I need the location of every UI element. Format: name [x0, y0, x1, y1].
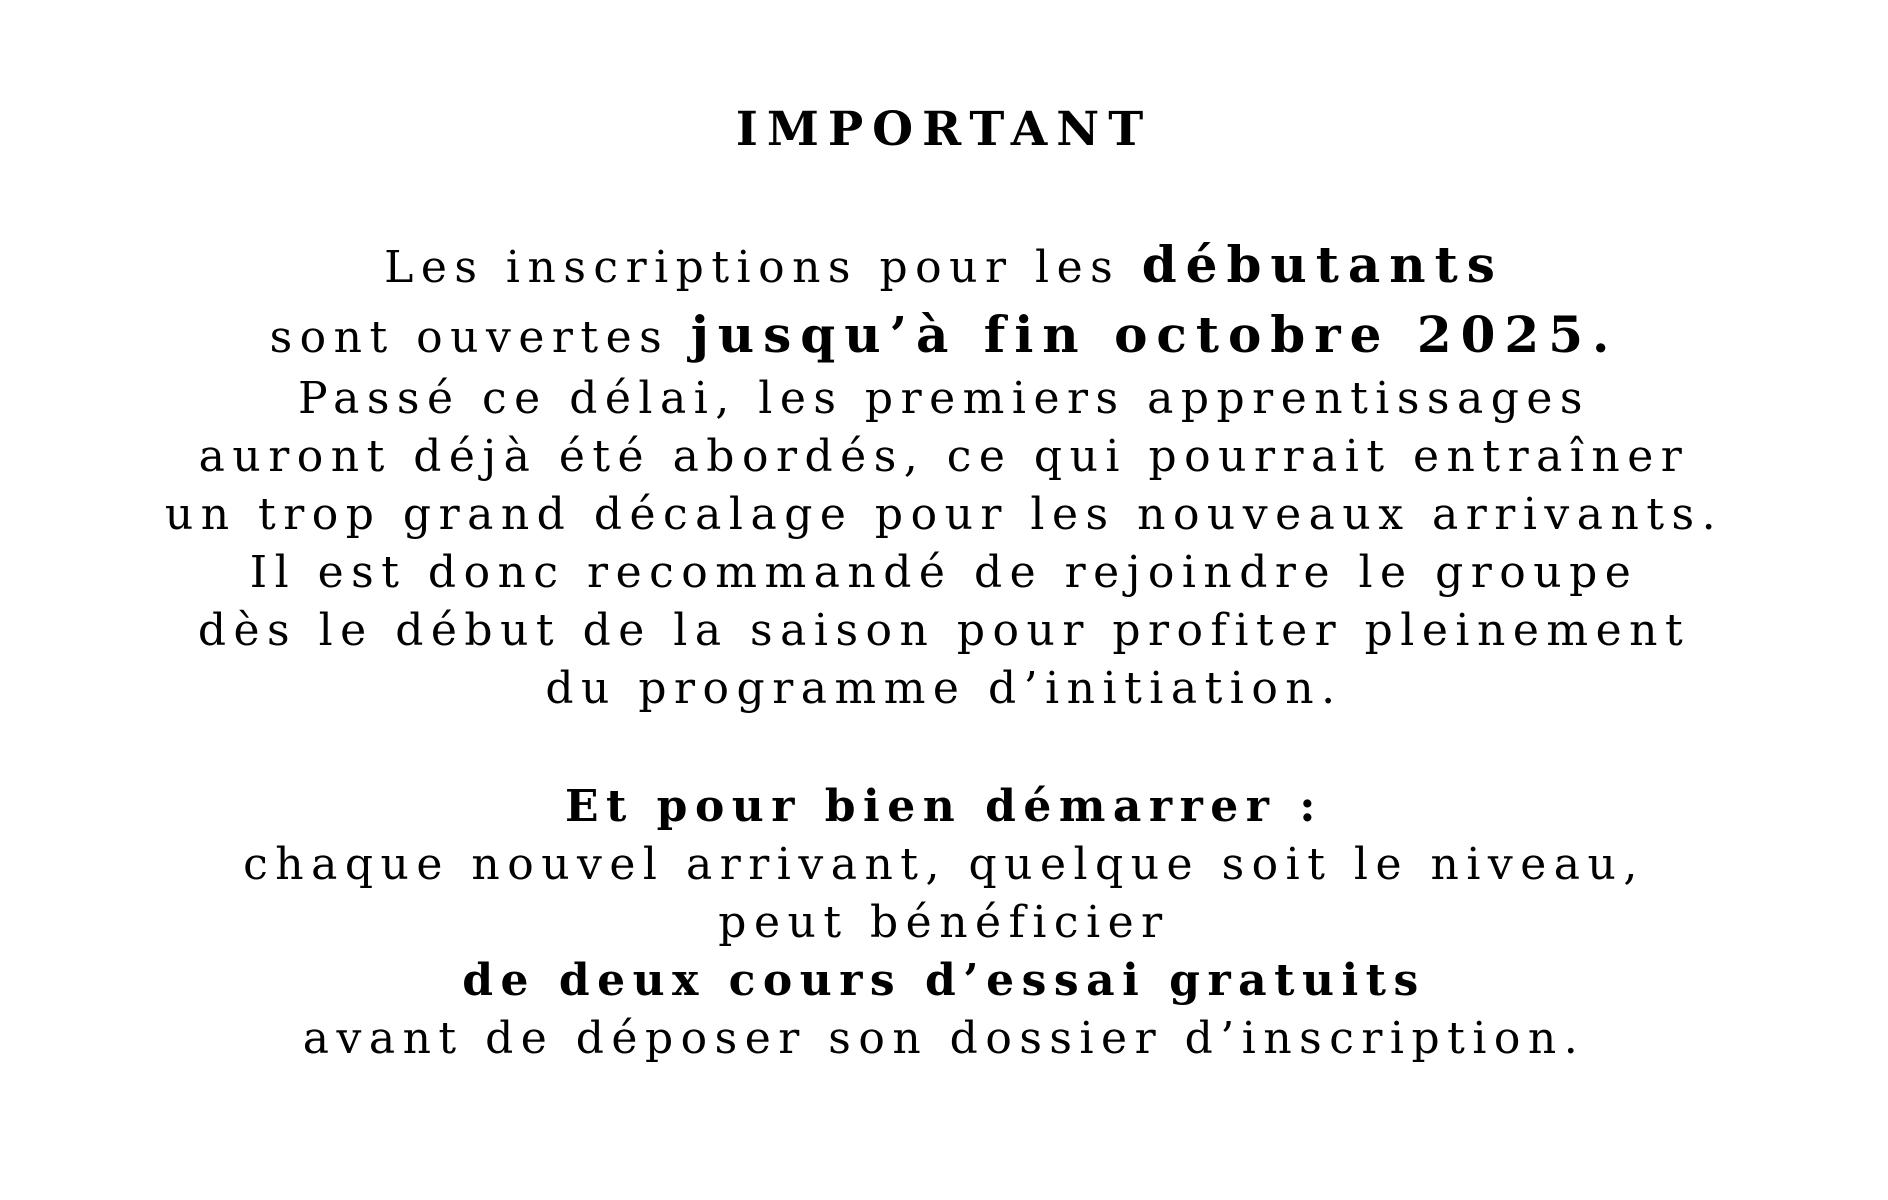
intro-line-2-bold: jusqu’à fin octobre 2025	[690, 305, 1592, 364]
intro-line-1	[0, 230, 1888, 300]
trial-paragraph	[0, 778, 1888, 1068]
intro-line-1-bold: débutants	[1141, 235, 1504, 294]
body-line: dès le début de la saison pour profiter pleinement	[197, 605, 1691, 656]
trial-line-2: peut bénéficier	[718, 897, 1170, 948]
intro-paragraph	[0, 230, 1888, 370]
intro-line-2-text: sont ouvertes	[269, 312, 691, 363]
trial-line-4: avant de déposer son dossier d’inscription.	[302, 1013, 1586, 1064]
intro-line-2	[0, 300, 1888, 370]
section-spacer	[0, 718, 1888, 778]
notice-title: IMPORTANT	[735, 102, 1153, 157]
trial-heading: Et pour bien démarrer :	[565, 781, 1323, 832]
body-line: un trop grand décalage pour les nouveaux arrivants.	[164, 489, 1724, 540]
body-line: Passé ce délai, les premiers apprentissages	[297, 373, 1591, 424]
trial-line-3-bold: de deux cours d’essai gratuits	[462, 955, 1426, 1006]
intro-line-2-period: .	[1592, 305, 1619, 364]
body-paragraph	[0, 370, 1888, 718]
intro-line-1-text: Les inscriptions pour les	[384, 242, 1142, 293]
body-line: auront déjà été abordés, ce qui pourrait entraîner	[198, 431, 1690, 482]
trial-line-1: chaque nouvel arrivant, quelque soit le niveau,	[243, 839, 1645, 890]
notice	[0, 100, 1888, 1068]
body-line: du programme d’initiation.	[545, 663, 1343, 714]
body-line: Il est donc recommandé de rejoindre le groupe	[249, 547, 1639, 598]
